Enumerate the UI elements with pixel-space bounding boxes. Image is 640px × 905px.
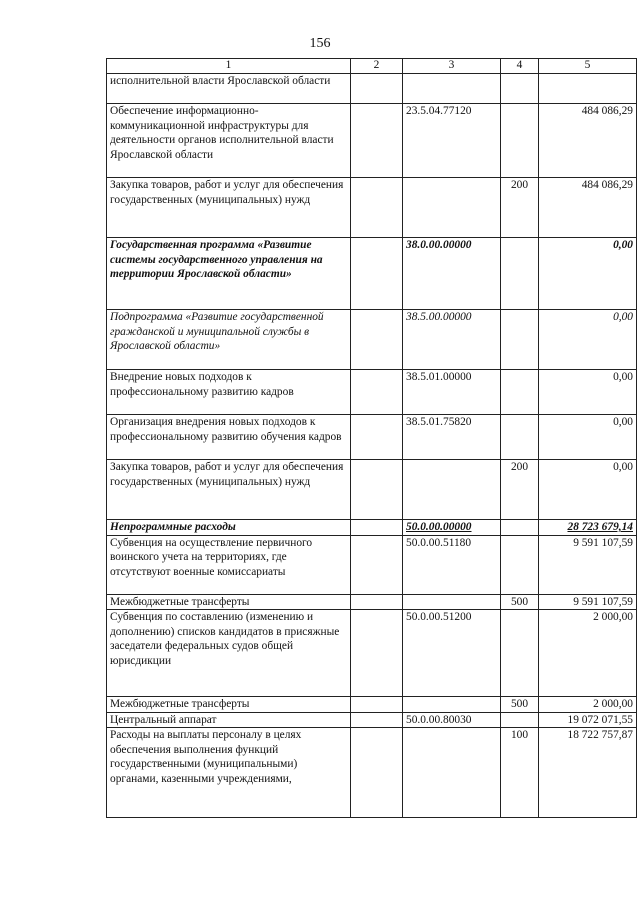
row-sum-cell: 19 072 071,55 (539, 712, 637, 728)
row-col2-cell (351, 697, 403, 713)
row-name-cell: Межбюджетные трансферты (107, 594, 351, 610)
row-sum-cell: 0,00 (539, 460, 637, 520)
row-sum-cell: 0,00 (539, 238, 637, 310)
table-header-row (107, 59, 637, 74)
row-col2-cell (351, 594, 403, 610)
row-sum-cell: 2 000,00 (539, 610, 637, 697)
row-code-cell: 38.5.01.00000 (403, 370, 501, 415)
row-col2-cell (351, 178, 403, 238)
header-col-4: 4 (501, 59, 539, 74)
table-row (107, 728, 637, 818)
row-name-cell: Расходы на выплаты персоналу в целях обеспечения выполнения функций государственными (муниципальными) органами, казенными учреждениями, (107, 728, 351, 818)
row-code-cell: 50.0.00.00000 (403, 520, 501, 536)
header-col-3: 3 (403, 59, 501, 74)
table-body (107, 74, 637, 818)
row-sum-cell: 18 722 757,87 (539, 728, 637, 818)
row-sum-cell: 9 591 107,59 (539, 594, 637, 610)
row-code-cell (403, 594, 501, 610)
row-code-cell: 38.5.01.75820 (403, 415, 501, 460)
row-type-cell (501, 415, 539, 460)
row-col2-cell (351, 520, 403, 536)
row-col2-cell (351, 310, 403, 370)
row-name-cell: Закупка товаров, работ и услуг для обеспечения государственных (муниципальных) нужд (107, 178, 351, 238)
row-name-cell: исполнительной власти Ярославской области (107, 74, 351, 104)
row-name-cell: Субвенция на осуществление первичного воинского учета на территориях, где отсутствуют военные комиссариаты (107, 535, 351, 594)
row-sum-cell: 28 723 679,14 (539, 520, 637, 536)
table-row (107, 697, 637, 713)
row-type-cell (501, 520, 539, 536)
row-col2-cell (351, 74, 403, 104)
row-col2-cell (351, 535, 403, 594)
table-row (107, 370, 637, 415)
row-name-cell: Государственная программа «Развитие системы государственного управления на территории Ярославской области» (107, 238, 351, 310)
table-row (107, 594, 637, 610)
row-type-cell: 500 (501, 697, 539, 713)
row-name-cell: Закупка товаров, работ и услуг для обеспечения государственных (муниципальных) нужд (107, 460, 351, 520)
row-type-cell: 500 (501, 594, 539, 610)
row-type-cell (501, 712, 539, 728)
row-col2-cell (351, 460, 403, 520)
row-sum-cell: 484 086,29 (539, 178, 637, 238)
row-name-cell: Центральный аппарат (107, 712, 351, 728)
row-type-cell (501, 238, 539, 310)
table-row (107, 74, 637, 104)
row-code-cell: 50.0.00.51200 (403, 610, 501, 697)
header-col-1: 1 (107, 59, 351, 74)
row-code-cell (403, 697, 501, 713)
row-code-cell (403, 728, 501, 818)
row-name-cell: Организация внедрения новых подходов к профессиональному развитию обучения кадров (107, 415, 351, 460)
row-type-cell: 100 (501, 728, 539, 818)
row-name-cell: Межбюджетные трансферты (107, 697, 351, 713)
row-code-cell (403, 178, 501, 238)
row-code-cell: 23.5.04.77120 (403, 104, 501, 178)
row-type-cell (501, 104, 539, 178)
row-name-cell: Подпрограмма «Развитие государственной гражданской и муниципальной службы в Ярославской области» (107, 310, 351, 370)
row-name-cell: Внедрение новых подходов к профессиональному развитию кадров (107, 370, 351, 415)
row-code-cell: 50.0.00.51180 (403, 535, 501, 594)
table-row (107, 178, 637, 238)
table-row (107, 238, 637, 310)
row-name-cell: Субвенция по составлению (изменению и дополнению) списков кандидатов в присяжные заседатели федеральных судов общей юрисдикции (107, 610, 351, 697)
row-code-cell: 50.0.00.80030 (403, 712, 501, 728)
row-type-cell (501, 310, 539, 370)
table-row (107, 535, 637, 594)
row-type-cell (501, 610, 539, 697)
row-sum-cell: 0,00 (539, 370, 637, 415)
header-col-2: 2 (351, 59, 403, 74)
table-row (107, 104, 637, 178)
row-col2-cell (351, 104, 403, 178)
row-col2-cell (351, 728, 403, 818)
row-name-cell: Непрограммные расходы (107, 520, 351, 536)
row-type-cell: 200 (501, 178, 539, 238)
budget-table (106, 58, 637, 818)
row-sum-cell: 0,00 (539, 415, 637, 460)
table-row (107, 310, 637, 370)
row-col2-cell (351, 415, 403, 460)
row-code-cell (403, 460, 501, 520)
table-row (107, 610, 637, 697)
row-type-cell (501, 74, 539, 104)
row-sum-cell: 2 000,00 (539, 697, 637, 713)
table-row (107, 520, 637, 536)
table-row (107, 415, 637, 460)
row-col2-cell (351, 370, 403, 415)
row-col2-cell (351, 238, 403, 310)
table-row (107, 712, 637, 728)
row-sum-cell: 9 591 107,59 (539, 535, 637, 594)
row-code-cell: 38.0.00.00000 (403, 238, 501, 310)
row-type-cell (501, 370, 539, 415)
row-name-cell: Обеспечение информационно-коммуникационной инфраструктуры для деятельности органов исполнительной власти Ярославской области (107, 104, 351, 178)
row-col2-cell (351, 712, 403, 728)
row-sum-cell: 484 086,29 (539, 104, 637, 178)
table-row (107, 460, 637, 520)
row-col2-cell (351, 610, 403, 697)
row-code-cell: 38.5.00.00000 (403, 310, 501, 370)
row-code-cell (403, 74, 501, 104)
row-sum-cell (539, 74, 637, 104)
row-type-cell (501, 535, 539, 594)
page-number: 156 (309, 36, 331, 51)
row-type-cell: 200 (501, 460, 539, 520)
header-col-5: 5 (539, 59, 637, 74)
row-sum-cell: 0,00 (539, 310, 637, 370)
